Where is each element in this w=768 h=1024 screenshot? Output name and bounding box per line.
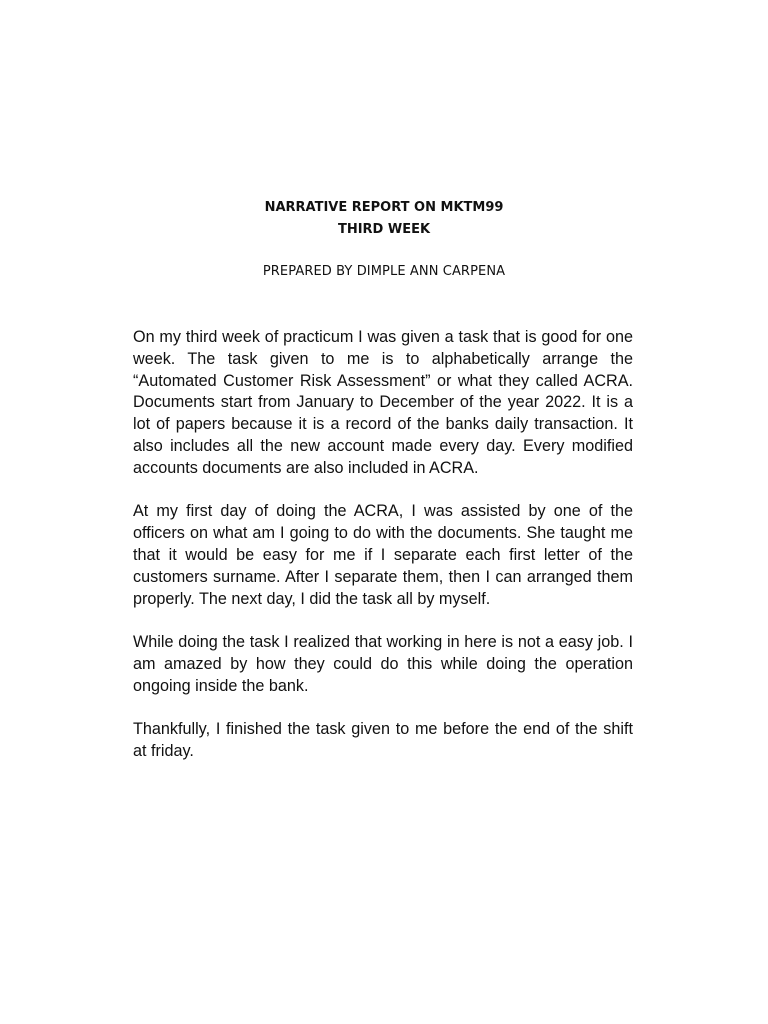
report-subtitle: THIRD WEEK bbox=[337, 222, 431, 237]
report-title: NARRATIVE REPORT ON MKTM99 bbox=[264, 200, 504, 215]
paragraph: While doing the task I realized that working in here is not a easy job. I am amazed by how they could do this while doing the operation ongoing inside the bank. bbox=[133, 633, 633, 695]
paragraph: Thankfully, I finished the task given to me before the end of the shift at friday. bbox=[133, 720, 633, 761]
report-body bbox=[133, 327, 633, 785]
paragraph: At my first day of doing the ACRA, I was assisted by one of the officers on what am I going to do with the documents. She taught me that it would be easy for me if I separate each first letter of the customers surname. After I separate them, then I can arranged them properly. The next day, I did the task all by myself. bbox=[133, 502, 633, 608]
paragraph: On my third week of practicum I was given a task that is good for one week. The task given to me is to alphabetically arrange the “Automated Customer Risk Assessment” or what they called ACRA. Documents start from January to December of the year 2022. It is a lot of papers because it is a record of the banks daily transaction. It also includes all the new account made every day. Every modified accounts documents are also included in ACRA. bbox=[133, 328, 633, 477]
author-line: PREPARED BY DIMPLE ANN CARPENA bbox=[262, 264, 506, 279]
